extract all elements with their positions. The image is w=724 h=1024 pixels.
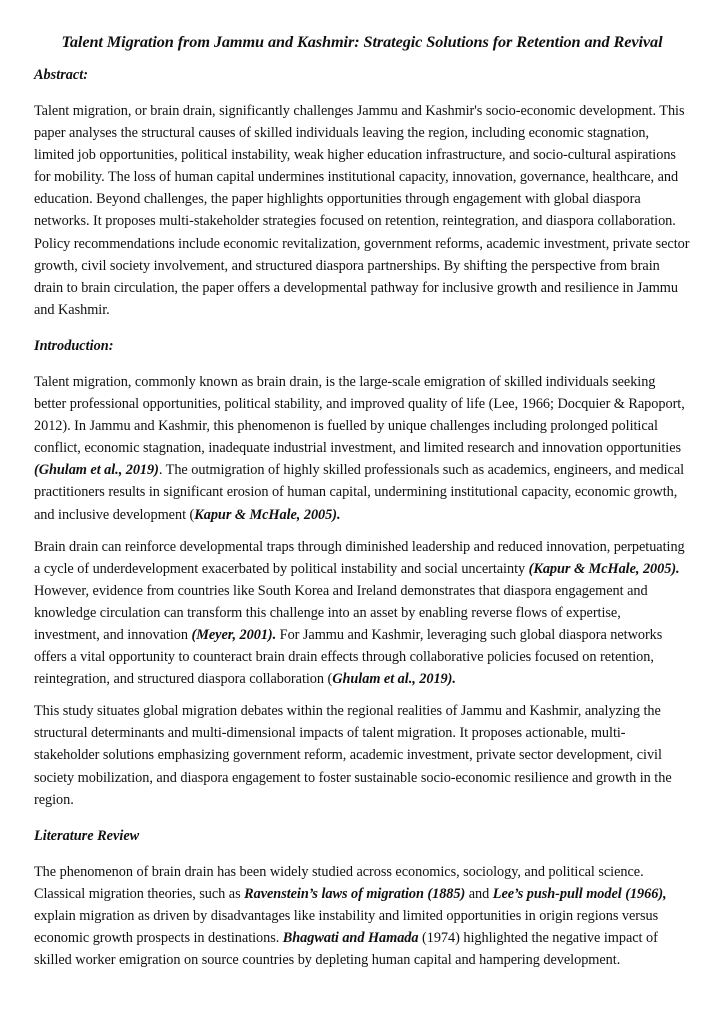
citation: (Kapur & McHale, 2005). <box>528 560 680 577</box>
text-run: . The outmigration of highly skilled professionals such as academics, engineers, and medical practitioners results in significant erosion of human capital, undermining institutional capacity, economic growth, and inclusive development ( <box>34 462 685 523</box>
introduction-heading: Introduction: <box>34 337 114 354</box>
text-run: For Jammu and Kashmir, leveraging such global diaspora networks offers a vital opportunity to counteract brain drain effects through collaborative policies focused on retention, reintegration, and structured diaspora collaboration ( <box>34 626 663 688</box>
text-run: The phenomenon of brain drain has been widely studied across economics, sociology, and political science. Classical migration theories, such as <box>34 863 644 902</box>
citation: Kapur & McHale, 2005). <box>194 506 341 523</box>
text-run: (1974) highlighted the negative impact of skilled worker emigration on source countries by depleting human capital and hampering development. <box>34 930 658 969</box>
text-run: Brain drain can reinforce developmental traps through diminished leadership and reduced innovation, perpetuating a cycle of underdevelopment exacerbated by political instability and social uncertainty <box>34 538 685 577</box>
introduction-paragraph-2 <box>34 536 690 691</box>
introduction-paragraph-1 <box>34 371 690 526</box>
abstract-paragraph: Talent migration, or brain drain, significantly challenges Jammu and Kashmir's socio-economic development. This paper analyses the structural causes of skilled individuals leaving the region, including economic stagnation, limited job opportunities, political instability, weak higher education infrastructure, and socio-cultural aspirations for mobility. The loss of human capital undermines institutional capacity, innovation, governance, healthcare, and education. Beyond challenges, the paper highlights opportunities through engagement with global diaspora networks. It proposes multi-stakeholder strategies focused on retention, reintegration, and diaspora collaboration. Policy recommendations include economic revitalization, government reforms, academic investment, private sector growth, civil society involvement, and structured diaspora partnerships. By shifting the perspective from brain drain to brain circulation, the paper offers a developmental pathway for inclusive growth and resilience in Jammu and Kashmir. <box>34 103 690 318</box>
literature-review-paragraph-1 <box>34 861 690 971</box>
citation: (Meyer, 2001). <box>191 626 277 643</box>
text-run: and <box>465 885 493 902</box>
citation: Bhagwati and Hamada <box>282 930 419 946</box>
abstract-heading: Abstract: <box>34 67 89 83</box>
text-run: Talent migration, commonly known as brain drain, is the large-scale emigration of skilled individuals seeking better professional opportunities, political stability, and improved quality of life (Lee, 1966; Docquier & Rapoport, 2012). In Jammu and Kashmir, this phenomenon is fuelled by unique challenges including prolonged political conflict, economic stagnation, inadequate industrial investment, and limited research and innovation opportunities <box>34 373 685 457</box>
literature-review-heading: Literature Review <box>34 827 140 844</box>
citation: Lee’s push-pull model (1966), <box>492 885 667 902</box>
citation: (Ghulam et al., 2019) <box>34 462 159 479</box>
citation: Ghulam et al., 2019). <box>332 671 456 688</box>
paper-title: Talent Migration from Jammu and Kashmir: Strategic Solutions for Retention and Revival <box>61 32 663 51</box>
citation: Ravenstein’s laws of migration (1885) <box>244 885 466 902</box>
text-run: explain migration as driven by disadvantages like instability and limited opportunities in origin regions versus economic growth prospects in destinations. <box>34 907 659 946</box>
introduction-paragraph-3: This study situates global migration debates within the regional realities of Jammu and Kashmir, analyzing the structural determinants and multi-dimensional impacts of talent migration. It proposes actionable, multi-stakeholder solutions emphasizing government reform, academic investment, private sector development, civil society mobilization, and diaspora engagement to foster sustainable socio-economic resilience and growth in the region. <box>34 703 672 808</box>
text-run: However, evidence from countries like South Korea and Ireland demonstrates that diaspora engagement and knowledge circulation can transform this challenge into an asset by enabling reverse flows of expertise, investment, and innovation <box>34 582 648 643</box>
